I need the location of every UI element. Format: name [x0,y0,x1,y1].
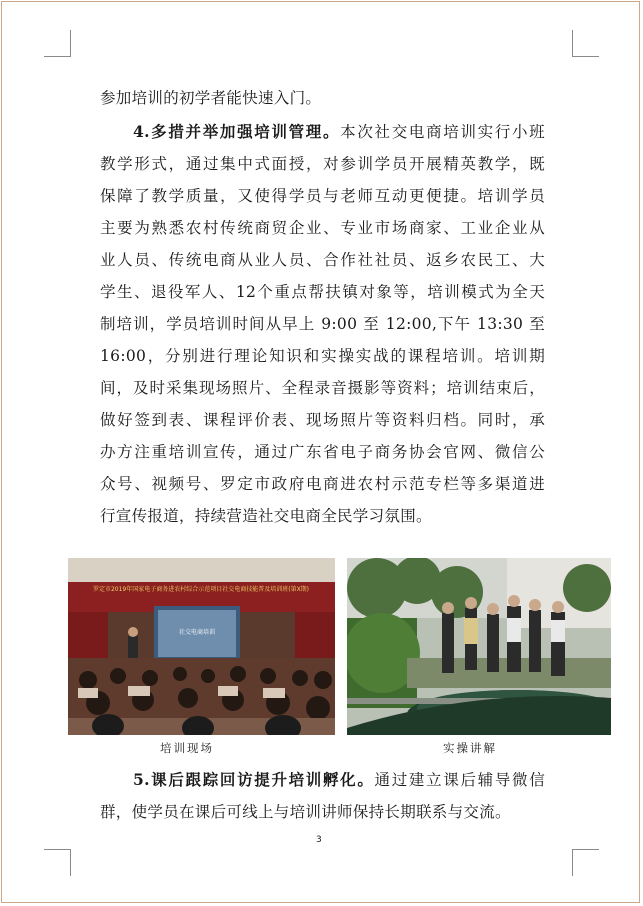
section-5-heading: 5.课后跟踪回访提升培训孵化。 [133,770,375,789]
paragraph-line: 参加培训的初学者能快速入门。 [100,89,322,107]
crop-mark-top-right [572,30,599,57]
section-4-line: 主要为熟悉农村传统商贸企业、专业市场商家、工业企业从 [100,219,545,237]
training-venue-photo [68,558,335,735]
section-4-line: 16:00，分别进行理论知识和实操实战的课程培训。培训期 [100,347,545,365]
crop-mark-top-left [44,30,71,57]
section-4-line: 教学形式，通过集中式面授，对参训学员开展精英教学，既 [100,155,545,173]
section-4-line: 学生、退役军人、12个重点帮扶镇对象等，培训模式为全天 [100,283,545,301]
photo-caption-hands-on: 实操讲解 [443,741,497,755]
section-4-line: 保障了教学质量，又使得学员与老师互动更便捷。培训学员 [100,187,545,205]
section-4-line: 制培训，学员培训时间从早上 9:00 至 12:00,下午 13:30 至 [100,315,545,333]
section-4-line: 众号、视频号、罗定市政府电商进农村示范专栏等多渠道进 [100,475,545,493]
section-4-line: 办方注重培训宣传，通过广东省电子商务协会官网、微信公 [100,443,545,461]
section-4-line: 做好签到表、课程评价表、现场照片等资料归档。同时，承 [100,411,545,429]
hands-on-demo-photo [347,558,611,735]
section-5-first-line [133,770,545,790]
crop-mark-bottom-right [572,849,599,876]
section-4-first-line [133,122,545,142]
section-4-line: 行宣传报道，持续营造社交电商全民学习氛围。 [100,507,432,525]
section-4-line: 业人员、传统电商从业人员、合作社社员、返乡农民工、大 [100,251,545,269]
banner-text: 罗定市2019年国家电子商务进农村综合示范项目社交电商技能普及培训班(第X期) [92,586,310,593]
page-number: 3 [316,835,322,845]
photo-caption-training-venue: 培训现场 [160,741,214,755]
section-5-first-line-text: 通过建立课后辅导微信 [374,771,545,789]
section-5-line: 群，使学员在课后可线上与培训讲师保持长期联系与交流。 [100,803,511,821]
screen-text: 社交电商培训 [178,629,216,636]
section-4-first-line-text: 本次社交电商培训实行小班 [340,123,545,141]
crop-mark-bottom-left [44,849,71,876]
section-4-line: 间，及时采集现场照片、全程录音摄影等资料；培训结束后， [100,379,545,397]
section-4-heading: 4.多措并举加强培训管理。 [133,122,341,141]
